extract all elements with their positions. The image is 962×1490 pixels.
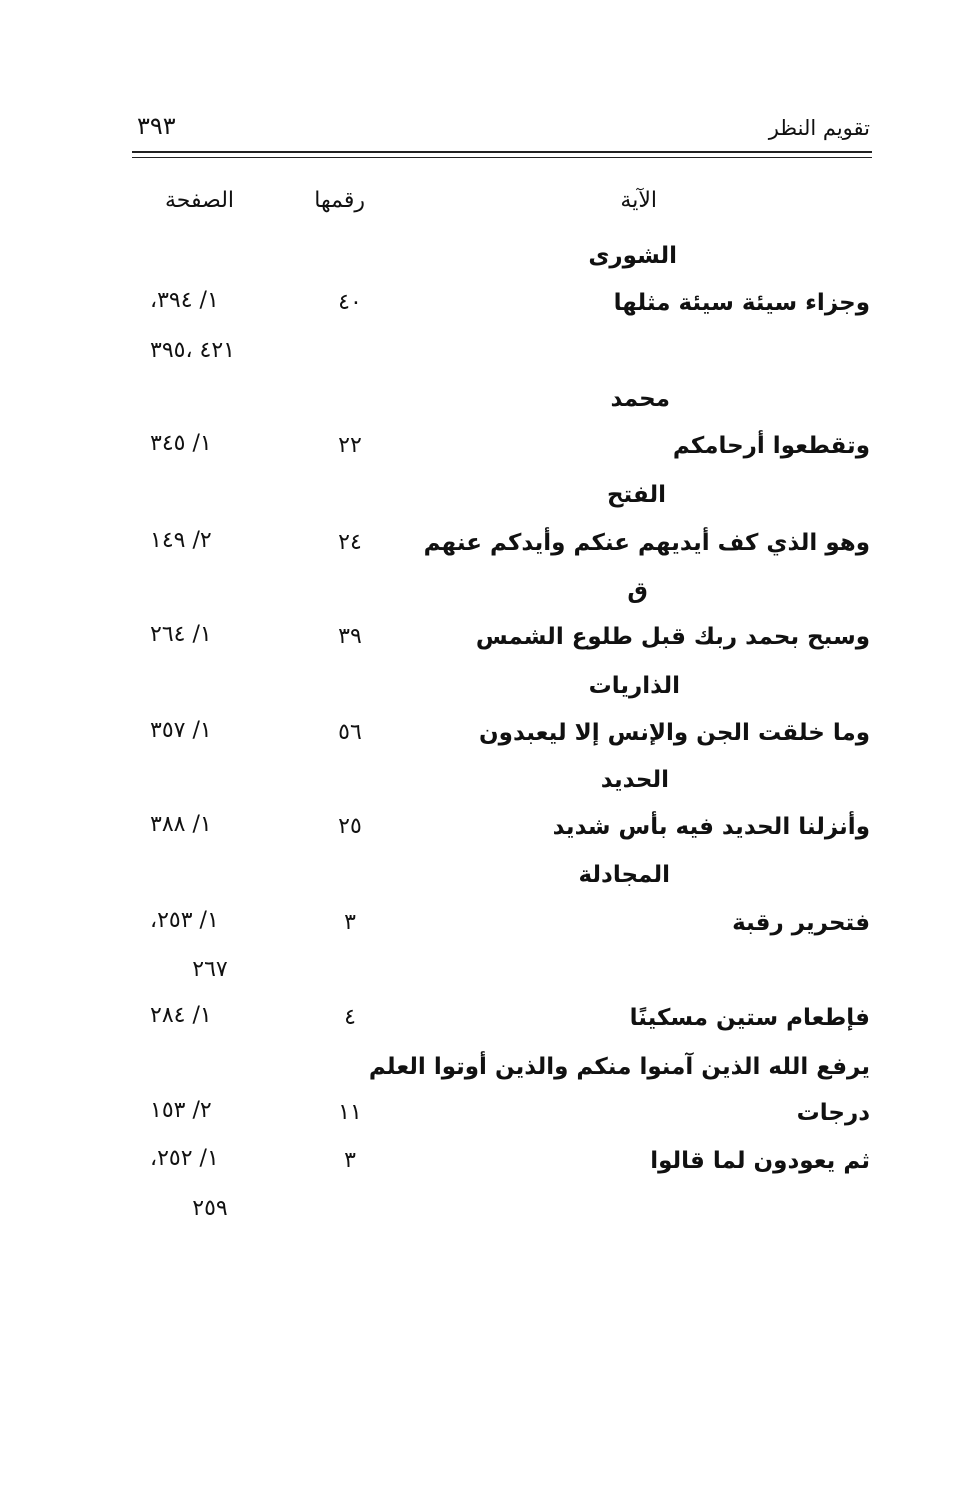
- column-header-aya: الآية: [620, 188, 657, 213]
- verse-text: وهو الذي كف أيديهم عنكم وأيدكم عنهم: [423, 530, 870, 556]
- surah-heading: الحديد: [600, 767, 669, 793]
- surah-heading: المجادلة: [578, 862, 670, 888]
- surah-heading: ق: [627, 578, 648, 604]
- verse-number: ٣: [344, 910, 356, 935]
- verse-text: ثم يعودون لما قالوا: [650, 1148, 870, 1174]
- page-reference: ١/ ٢٥٣،: [150, 908, 219, 933]
- page-reference: ١/ ٣٨٨: [150, 812, 212, 837]
- running-header-title: تقويم النظر: [768, 116, 870, 140]
- page-reference-cont: ٢٥٩: [192, 1196, 228, 1221]
- surah-heading: الشورى: [588, 243, 677, 269]
- page-reference: ١/ ٣٩٤،: [150, 288, 219, 313]
- verse-text: وسبح بحمد ربك قبل طلوع الشمس: [475, 624, 870, 650]
- verse-number: ٣: [344, 1148, 356, 1173]
- header-rule-thin: [132, 157, 872, 158]
- verse-text: وجزاء سيئة سيئة مثلها: [613, 290, 870, 316]
- verse-text: وما خلقت الجن والإنس إلا ليعبدون: [479, 720, 870, 746]
- page-reference: ١/ ٢٥٢،: [150, 1146, 219, 1171]
- header-rule-thick: [132, 151, 872, 153]
- column-header-page: الصفحة: [165, 188, 235, 213]
- verse-number: ٥٦: [338, 720, 362, 745]
- page-number: ٣٩٣: [137, 112, 176, 140]
- verse-number: ٣٩: [338, 624, 362, 649]
- page-reference-cont: ٤٢١ ،٣٩٥: [150, 338, 235, 363]
- verse-text: وتقطعوا أرحامكم: [672, 433, 870, 459]
- verse-number: ١١: [338, 1100, 362, 1125]
- page-reference: ١/ ٢٦٤: [150, 622, 212, 647]
- verse-number: ٤: [344, 1005, 356, 1030]
- verse-text: يرفع الله الذين آمنوا منكم والذين أوتوا العلم: [368, 1054, 870, 1080]
- page-reference: ١/ ٣٤٥: [150, 431, 212, 456]
- surah-heading: محمد: [610, 386, 670, 412]
- verse-number: ٤٠: [338, 290, 362, 315]
- verse-number: ٢٥: [338, 814, 362, 839]
- page-reference: ١/ ٣٥٧: [150, 718, 212, 743]
- page-reference-cont: ٢٦٧: [192, 957, 228, 982]
- verse-number: ٢٢: [338, 433, 362, 458]
- surah-heading: الفتح: [606, 482, 666, 508]
- page-reference: ٢/ ١٥٣: [150, 1098, 212, 1123]
- page-reference: ١/ ٢٨٤: [150, 1003, 212, 1028]
- verse-text: فإطعام ستين مسكينًا: [629, 1005, 870, 1031]
- verse-text: فتحرير رقبة: [732, 910, 870, 936]
- surah-heading: الذاريات: [588, 673, 680, 699]
- verse-number: ٢٤: [338, 530, 362, 555]
- verse-text: وأنزلنا الحديد فيه بأس شديد: [552, 814, 870, 840]
- column-header-number: رقمها: [314, 188, 365, 213]
- verse-text-cont: درجات: [796, 1100, 870, 1126]
- page-reference: ٢/ ١٤٩: [150, 528, 212, 553]
